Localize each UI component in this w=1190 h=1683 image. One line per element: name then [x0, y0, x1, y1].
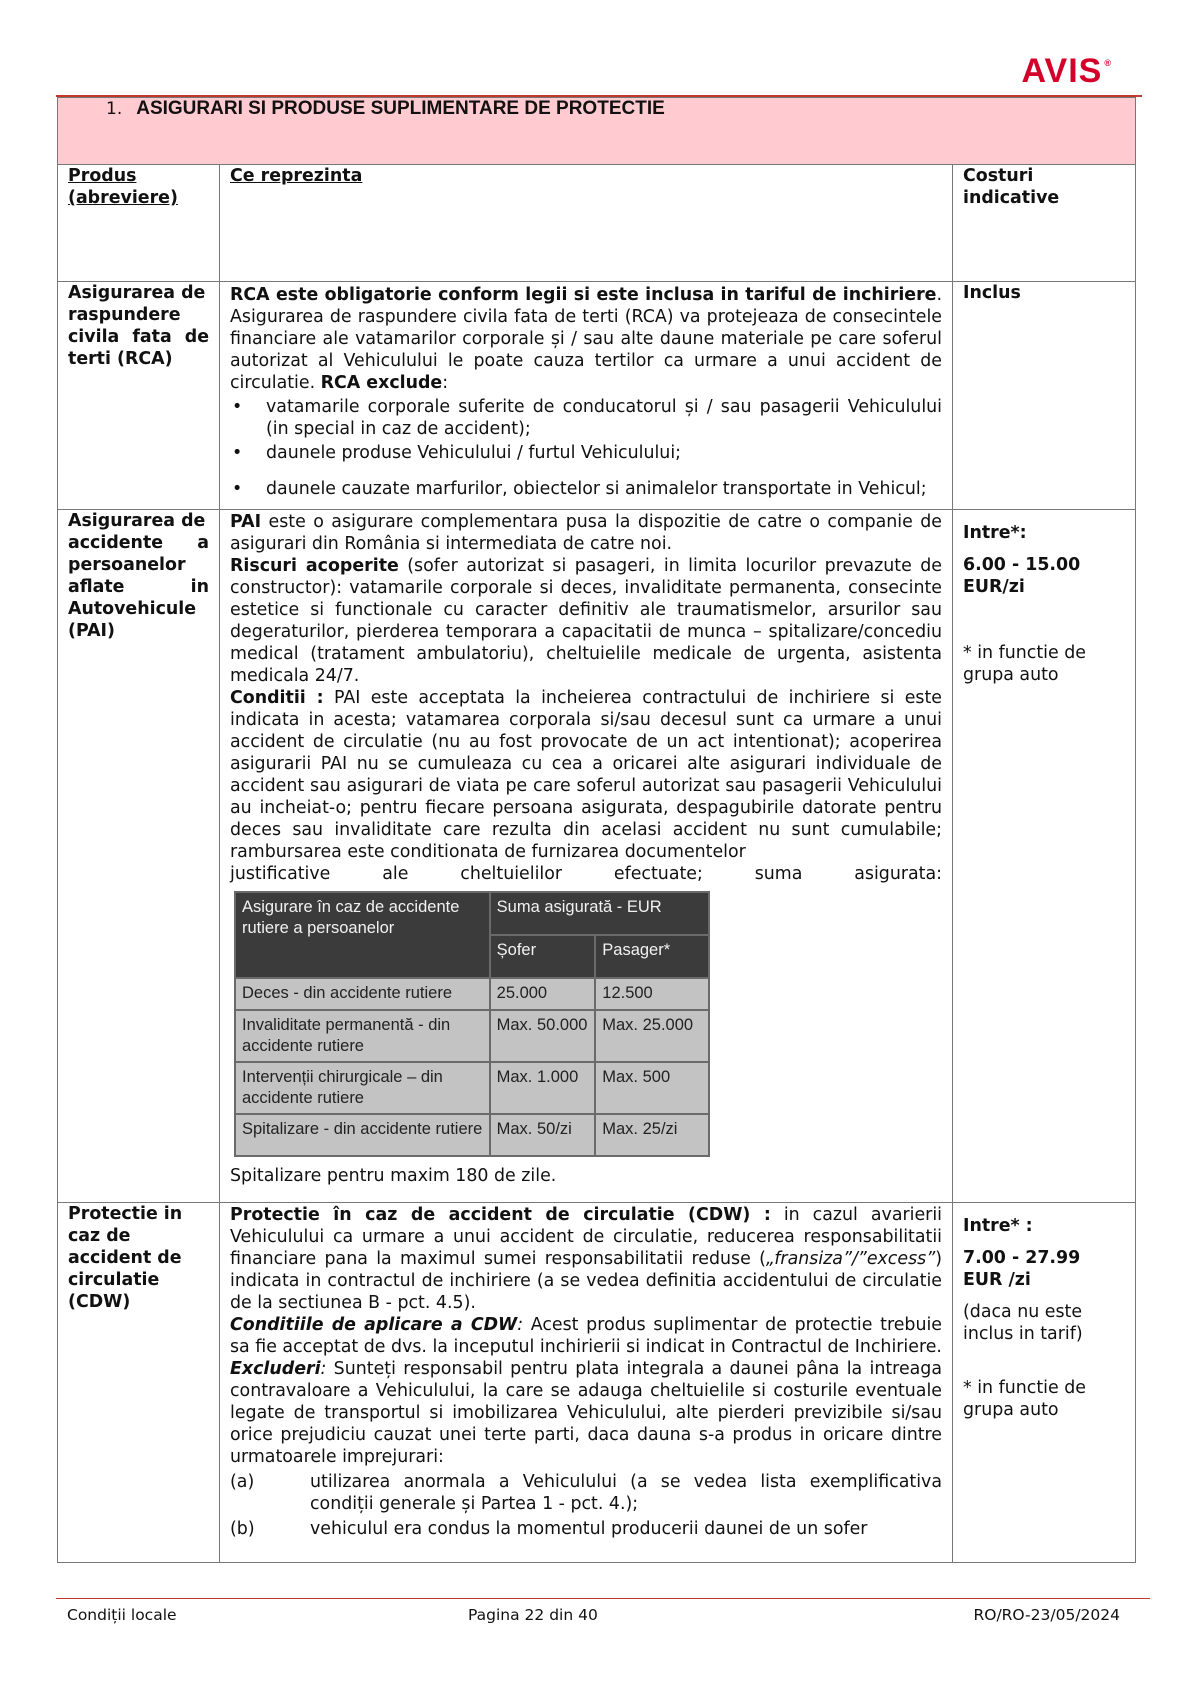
product-name-pai: Asigurarea de accidente a persoanelor aflate in Autovehicule (PAI): [58, 510, 220, 1203]
list-item: • daunele produse Vehiculului / furtul Vehiculului;: [230, 442, 942, 464]
product-name-rca: Asigurarea de raspundere civila fata de terti (RCA): [58, 282, 220, 510]
list-item: • daunele cauzate marfurilor, obiectelor si animalelor transportate in Vehicul;: [230, 478, 942, 500]
table-row: Deces - din accidente rutiere 25.000 12.500: [235, 978, 709, 1010]
cost-rca: Inclus: [953, 282, 1136, 510]
footer-left: Condiții locale: [67, 1606, 177, 1624]
pai-header-case: Asigurare în caz de accidente rutiere a persoanelor: [235, 892, 490, 978]
description-rca: RCA este obligatorie conform legii si este inclusa in tariful de inchiriere. Asigurarea de raspundere civila fata de terti (RCA) va protejeaza de consecintele financiare ale vatamarilor corporale și / sau alte daune materiale pe care soferul autorizat al Vehiculului le poate cauza tertilor ca urmare a unui accident de circulatie. RCA exclude: • vatamarile corporale suferite de conducatorul și / sau pasagerii Vehiculului (in special in caz de accident); • daunele produse Vehiculului / furtul Vehiculului; • daunele cauzate marfurilor, obiectelor si animalelor transportate in Vehicul;: [220, 282, 953, 510]
table-row: Spitalizare - din accidente rutiere Max. 50/zi Max. 25/zi: [235, 1114, 709, 1156]
list-item: • vatamarile corporale suferite de conducatorul și / sau pasagerii Vehiculului (in special in caz de accident);: [230, 396, 942, 440]
avis-logo: AVIS ®: [1021, 52, 1112, 90]
footer-divider: [56, 1598, 1150, 1599]
list-item: (b) vehiculul era condus la momentul producerii daunei de un sofer: [230, 1519, 868, 1539]
section-header-row: [58, 98, 1136, 165]
rca-exclusions-list: [230, 396, 942, 500]
description-cdw: Protectie în caz de accident de circulatie (CDW) : in cazul avarierii Vehiculului ca urmare a unui accident de circulatie, reducerea responsabilitatii financiare pana la maximul sumei responsabilitatii reduse („fransiza”/”excess”) indicata in contractul de inchiriere (a se vedea definitia accidentului de circulatie de la sectiunea B - pct. 4.5). Conditiile de aplicare a CDW: Acest produs suplimentar de protectie trebuie sa fie acceptat de dvs. la inceputul inchirierii si indicat in Contractul de Inchiriere. Excluderi: Sunteți responsabil pentru plata integrala a daunei pâna la intreaga contravaloare a Vehiculului, la care se adauga cheltuielile si costurile eventuale legate de transportul si imobilizarea Vehiculului, alte pierderi previzibile si/sau orice prejudiciu cauzat unei terte parti, daca dauna s-a produs in oricare dintre urmatoarele imprejurari: (a) utilizarea anormala a Vehiculului (a se vedea lista exemplificativa condiții generale și Partea 1 - pct. 4.); (b) vehiculul era condus la momentul producerii daunei de un sofer: [220, 1203, 953, 1563]
pai-header-sum: Suma asigurată - EUR: [490, 892, 709, 935]
section-number: 1.: [106, 99, 123, 119]
section-header: [58, 98, 1136, 165]
table-row-cdw: [58, 1203, 1136, 1563]
list-item: (a) utilizarea anormala a Vehiculului (a se vedea lista exemplificativa condiții generale și Partea 1 - pct. 4.);: [230, 1472, 942, 1514]
column-header-cost: Costuri indicative: [953, 165, 1136, 282]
footer-doc-ref: RO/RO-23/05/2024: [973, 1606, 1120, 1624]
column-header-product: Produs (abreviere): [58, 165, 220, 282]
pai-header-passenger: Pasager*: [595, 935, 709, 978]
table-row: Invaliditate permanentă - din accidente rutiere Max. 50.000 Max. 25.000: [235, 1010, 709, 1062]
cost-cdw: Intre* : 7.00 - 27.99 EUR /zi (daca nu este inclus in tarif) * in functie de grupa auto: [953, 1203, 1136, 1563]
table-row: Intervenții chirurgicale – din accidente rutiere Max. 1.000 Max. 500: [235, 1062, 709, 1114]
cost-pai: Intre*: 6.00 - 15.00 EUR/zi * in functie de grupa auto: [953, 510, 1136, 1203]
product-name-cdw: Protectie in caz de accident de circulatie (CDW): [58, 1203, 220, 1563]
column-header-description: Ce reprezinta: [220, 165, 953, 282]
section-title: ASIGURARI SI PRODUSE SUPLIMENTARE DE PROTECTIE: [136, 98, 665, 119]
footer-page-number: Pagina 22 din 40: [468, 1606, 598, 1624]
pai-header-driver: Șofer: [490, 935, 596, 978]
column-header-row: [58, 165, 1136, 282]
pai-sum-insured-table: [234, 891, 710, 1157]
protection-products-table: [57, 97, 1136, 1563]
description-pai: PAI este o asigurare complementara pusa la dispozitie de catre o companie de asigurari din România si intermediata de catre noi. Riscuri acoperite (sofer autorizat si pasageri, in limita locurilor prevazute de constructor): vatamarile corporale si deces, invaliditate permanenta, consecinte estetice si functionale cu caracter definitiv ale traumatismelor, arsurilor sau degeraturilor, pierderea temporara a capacitatii de munca – spitalizare/concediu medical (tratament ambulatoriu), cheltuielile medicale de urgenta, asistenta medicala 24/7. Conditii : PAI este acceptata la incheierea contractului de inchiriere si este indicata in acesta; vatamarea corporala si/sau decesul sunt ca urmare a unui accident de circulatie (nu au fost provocate de un act intentionat); acoperirea asigurarii PAI nu se cumuleaza cu cea a oricarei alte asigurari individuale de accident sau asigurari de viata pe care soferul autorizat sau pasagerii Vehiculului au incheiat-o; pentru fiecare persoana asigurata, despagubirile datorate pentru deces sau invaliditate care rezulta din acelasi accident nu sunt cumulabile; rambursarea este conditionata de furnizarea documentelor justificative ale cheltuielilor efectuate; suma asigurata: Asigurare în caz de accidente rutiere a persoanelor Suma asigurată - EUR Șofer Pasager* Deces - din accidente rutiere 25.000 12.500 Invaliditate permanentă - din accidente rutiere Max. 50.000 Max. 25.000 Intervenții chirurgicale – din accidente rutiere Max. 1.000 Max. 500 Spitalizare - din accidente rutiere Max. 50/zi Max. 25/zi Spitalizare pentru maxim 180 de zile.: [220, 510, 953, 1203]
table-row-pai: [58, 510, 1136, 1203]
table-row-rca: [58, 282, 1136, 510]
